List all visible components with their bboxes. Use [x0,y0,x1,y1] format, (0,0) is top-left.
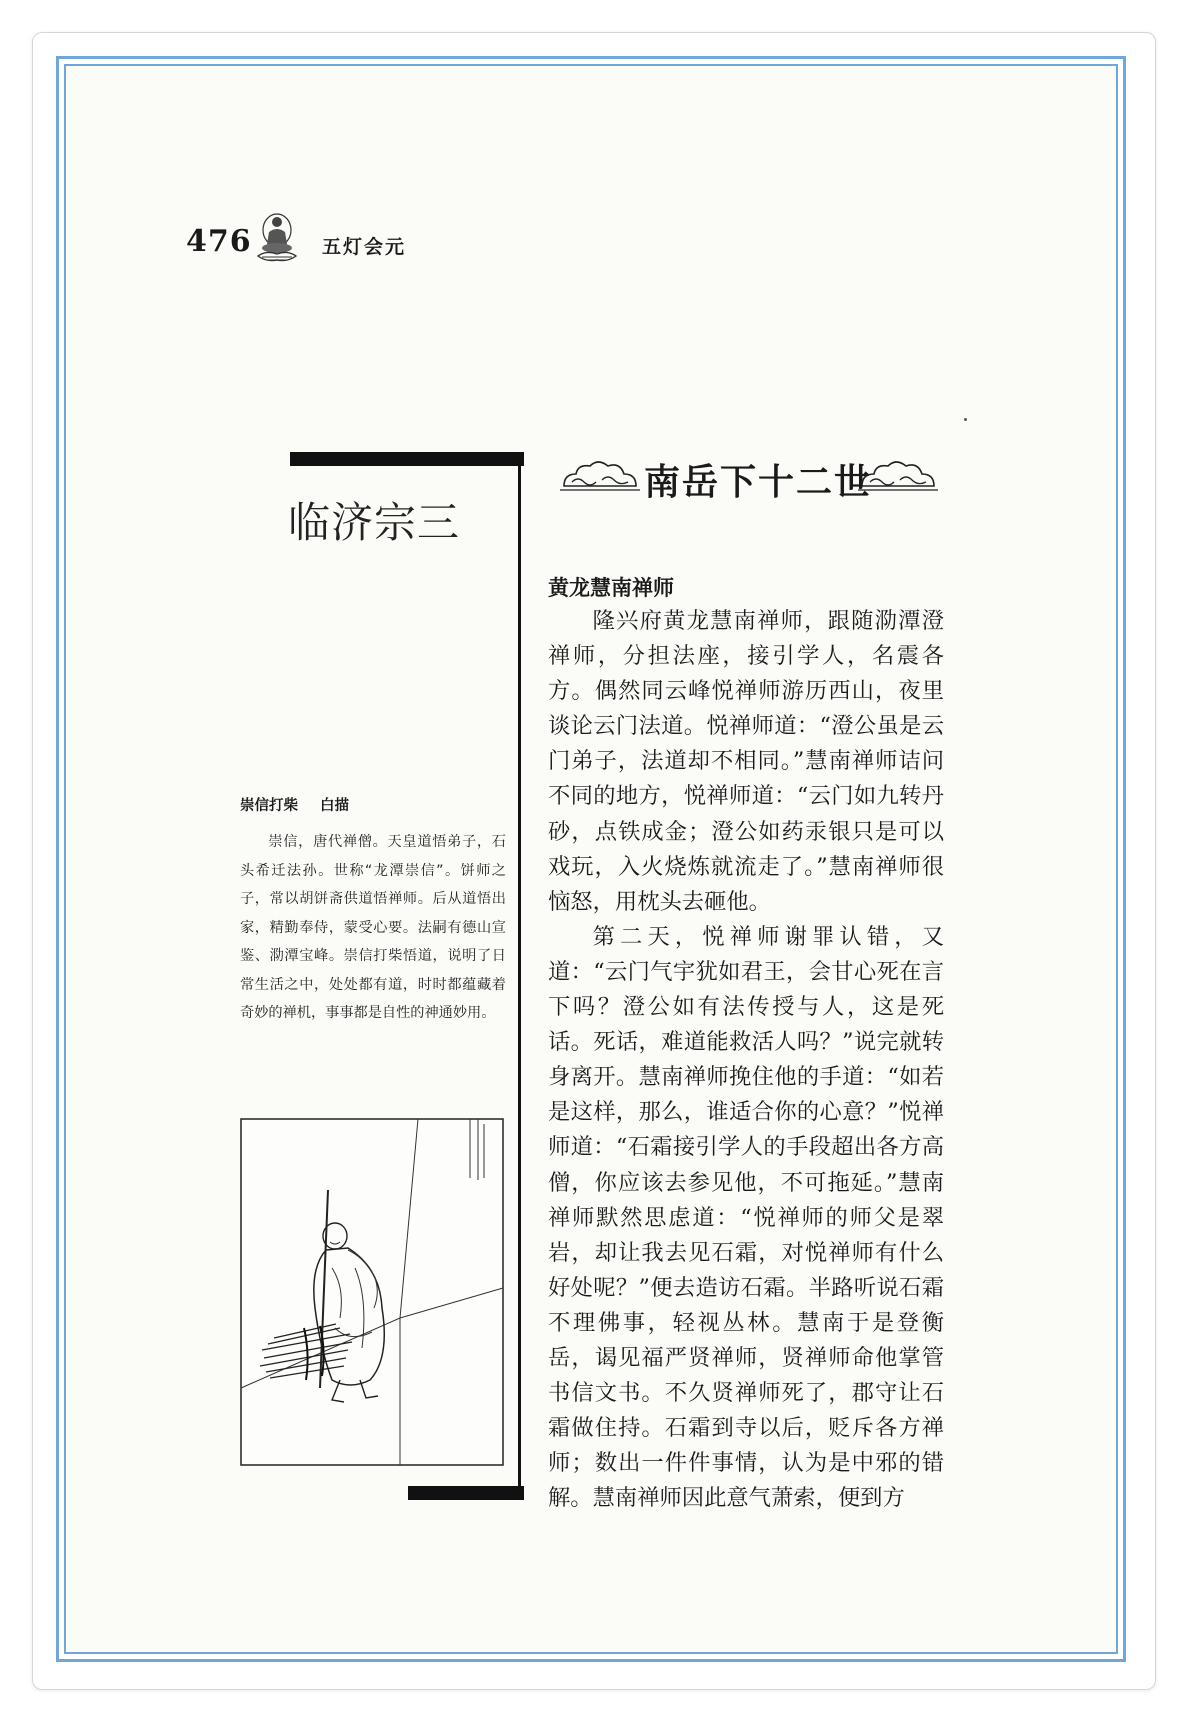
generation-heading: 南岳下十二世 [644,461,873,503]
book-title: 五灯会元 [322,236,407,258]
caption-title-text: 崇信打柴 [240,798,298,814]
title-bar-bottom [408,1486,524,1500]
section-title: 临济宗三 [288,498,461,547]
monk-chopping-wood-illustration [240,1118,504,1466]
caption-subtitle-text: 白描 [320,798,349,814]
column-divider [518,464,521,1490]
buddha-icon [252,210,302,266]
body-paragraph: 隆兴府黄龙慧南禅师，跟随泐潭澄禅师，分担法座，接引学人，名震各方。偶然同云峰悦禅师游历西山，夜里谈论云门法道。悦禅师道：“澄公虽是云门弟子，法道却不相同。”慧南禅师诘问不同的地方，悦禅师道：“云门如九转丹砂，点铁成金；澄公如药汞银只是可以戏玩，入火烧炼就流走了。”慧南禅师很恼怒，用枕头去砸他。 [548,608,944,915]
page-number: 476 [186,224,252,259]
illustration-caption-text: 崇信，唐代禅僧。天皇道悟弟子，石头希迁法孙。世称“龙潭崇信”。饼师之子，常以胡饼斋供道悟禅师。后从道悟出家，精勤奉侍，蒙受心要。法嗣有德山宣鉴、泐潭宝峰。崇信打柴悟道，说明了日常生活之中，处处都有道，时时都蕴藏着奇妙的禅机，事事都是自性的神通妙用。 [240,834,506,1021]
cloud-ornament-right [856,456,940,496]
body-paragraph: 第二天，悦禅师谢罪认错，又道：“云门气宇犹如君王，会甘心死在言下吗？澄公如有法传授与人，这是死话。死话，难道能救活人吗？”说完就转身离开。慧南禅师挽住他的手道：“如若是这样，那么，谁适合你的心意？”悦禅师道：“石霜接引学人的手段超出各方高僧，你应该去参见他，不可拖延。”慧南禅师默然思虑道：“悦禅师的师父是翠岩，却让我去见石霜，对悦禅师有什么好处呢？”便去造访石霜。半路听说石霜不理佛事，轻视丛林。慧南于是登衡岳，谒见福严贤禅师，贤禅师命他掌管书信文书。不久贤禅师死了，郡守让石霜做住持。石霜到寺以后，贬斥各方禅师；数出一件件事情，认为是中邪的错解。慧南禅师因此意气萧索，便到方 [548,923,944,1512]
print-speck [964,418,967,421]
cloud-ornament-left [558,456,642,496]
illustration-caption-title [240,794,349,815]
title-bar-top [290,452,524,466]
entry-body [548,604,944,1516]
entry-title: 黄龙慧南禅师 [548,576,674,600]
